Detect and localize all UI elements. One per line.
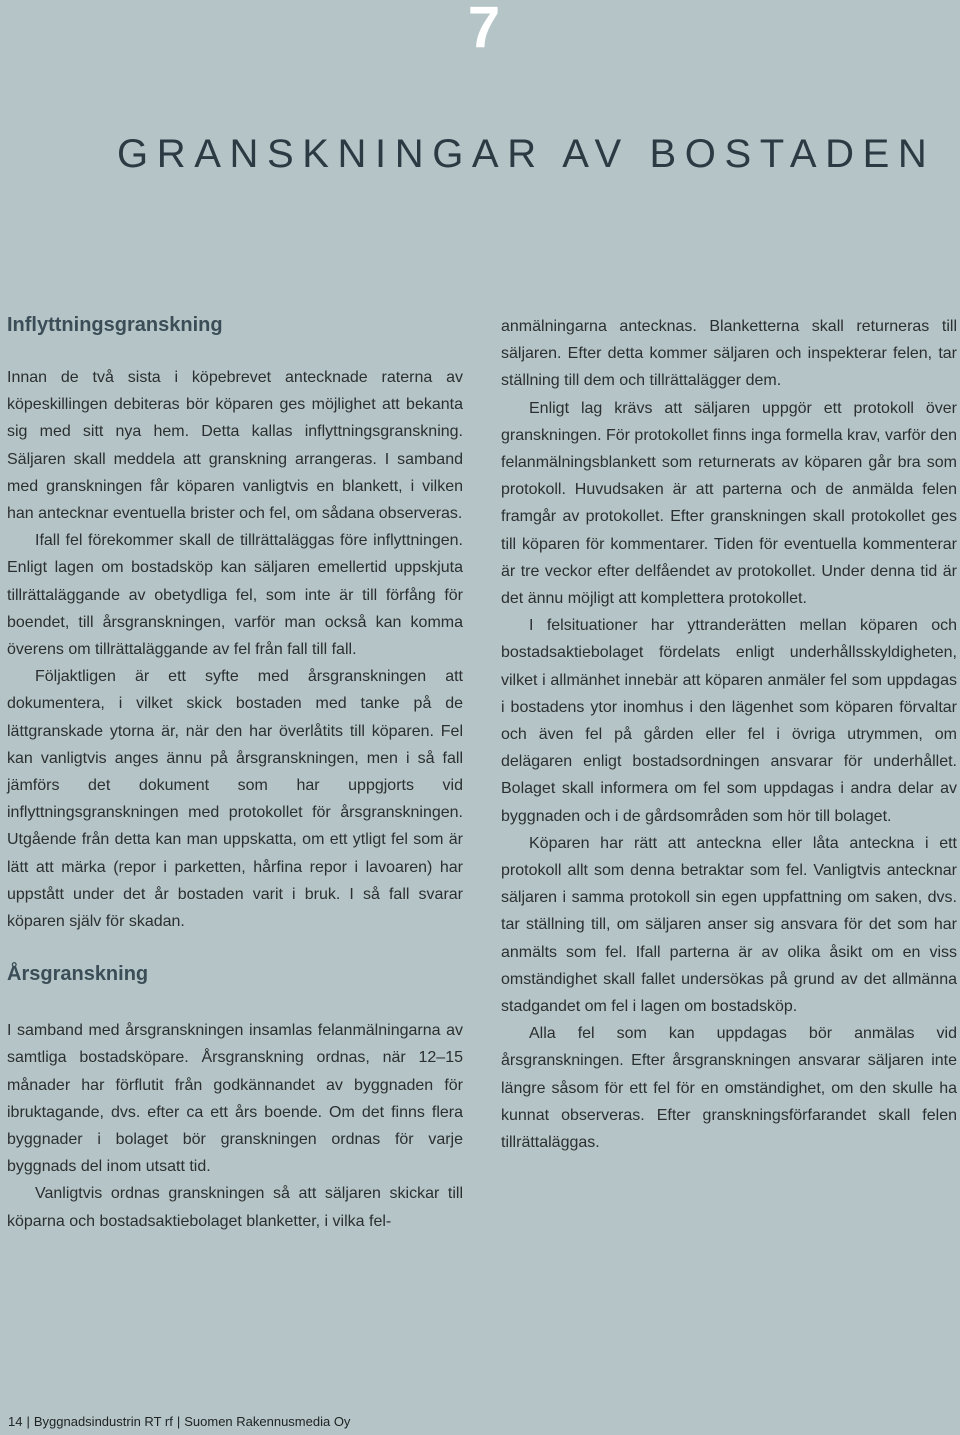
footer-separator: | (26, 1414, 30, 1429)
chapter-title: GRANSKNINGAR AV BOSTADEN (117, 132, 936, 176)
paragraph: Alla fel som kan uppdagas bör anmälas vid årsgranskningen. Efter årsgranskningen ansvarar säljaren inte längre såsom för ett fel för en omständighet, om den skulle ha kunnat observeras. Efter granskningsförfarandet skall felen tillrättaläggas. (501, 1025, 957, 1152)
paragraph: Innan de två sista i köpebrevet antecknade raterna av köpeskillingen debiteras bör köparen ges möjlighet att bekanta sig med sitt nya hem. Detta kallas inflyttningsgranskning. Säljaren skall meddela att granskning arrangeras. I samband med granskningen får köparen vanligtvis en blankett, i vilken han antecknar eventuella brister och fel, om sådana observeras. (7, 369, 463, 523)
footer-separator: | (176, 1414, 181, 1429)
section-heading-arsgranskning: Årsgranskning (7, 963, 149, 986)
paragraph: I felsituationer har yttranderätten mellan köparen och bostadsaktiebolaget fördelats enligt underhållsskyldigheten, vilket i allmänhet innebär att köparen anmäler fel som uppdagas i bostadens ytor inomhus i den lägenhet som köparen förvaltar och även fel på gården eller fel i övriga utrymmen, om delägaren enligt bostadsordningen ansvarar för underhållet. Bolaget skall informera om fel som uppdagas i andra delar av byggnaden och i de gårdsområden som hör till bolaget. (501, 617, 957, 825)
paragraph: Enligt lag krävs att säljaren uppgör ett protokoll över granskningen. För protokollet finns inga formella krav, varför den felanmälningsblankett som returnerats av köparen går bra som protokoll. Huvudsaken är att parterna och de anmälda felen framgår av protokollet. Efter granskningen skall protokollet ges till köparen för kommentarer. Tiden för eventuella kommenterar är tre veckor efter delfåendet av protokollet. Under denna tid är det ännu möjligt att komplettera protokollet. (501, 399, 957, 608)
footer-publisher-1: Byggnadsindustrin RT rf (33, 1414, 173, 1429)
paragraph: Köparen har rätt att anteckna eller låta anteckna i ett protokoll allt som denna betraktar som fel. Vanligtvis antecknar säljaren i samma protokoll sin egen uppfattning om saken, dvs. tar ställning till, om säljaren anser sig ansvara för det som har anmälts som fel. Ifall parterna är av olika åsikt om en viss omständighet skall fallet undersökas på grund av det allmänna stadgandet om fel i lagen om bostadsköp. (501, 834, 957, 1016)
page-footer (8, 1414, 350, 1429)
paragraph: Ifall fel förekommer skall de tillrättaläggas före inflyttningen. Enligt lagen om bostadsköp kan säljaren emellertid uppskjuta tillrättaläggande av obetydliga fel, som inte är till förfång för boendet, till årsgranskningen, varför man också kan komma överens om tillrättaläggande av fel från fall till fall. (7, 532, 463, 659)
paragraph: Följaktligen är ett syfte med årsgranskningen att dokumentera, i vilket skick bostaden med tanke på de lättgranskade ytorna är, när den har överlåtits till köparen. Fel kan vanligtvis anges ännu på årsgranskningen, men i så fall jämförs det dokument som har uppgjorts vid inflyttningsgranskningen med protokollet för årsgranskningen. Utgående från detta kan man uppskatta, om ett ytligt fel som är lätt att märka (repor i parketten, hårfina repor i lavoaren) har uppstått under det år bostaden varit i bruk. I så fall svarar köparen själv för skadan. (7, 668, 463, 931)
paragraph: anmälningarna antecknas. Blanketterna skall returneras till säljaren. Efter detta kommer säljaren och inspekterar felen, tar ställning till dem och tillrättalägger dem. (501, 318, 957, 390)
page-number: 14 (8, 1414, 23, 1429)
right-column (501, 313, 957, 1156)
chapter-number: 7 (467, 0, 501, 60)
section-heading-inflyttningsgranskning: Inflyttningsgranskning (7, 314, 223, 336)
paragraph: Vanligtvis ordnas granskningen så att säljaren skickar till köparna och bostadsaktiebolaget blanketter, i vilka fel- (7, 1185, 463, 1230)
left-column (7, 310, 463, 1235)
paragraph: I samband med årsgranskningen insamlas felanmälningarna av samtliga bostadsköpare. Årsgranskning ordnas, när 12–15 månader har förflutit från godkännandet av byggnaden för ibruktagande, dvs. efter ca ett års boende. Om det finns flera byggnader i bolaget bör granskningen ordnas för varje byggnads del inom utsatt tid. (7, 1022, 463, 1176)
footer-publisher-2: Suomen Rakennusmedia Oy (184, 1414, 351, 1429)
